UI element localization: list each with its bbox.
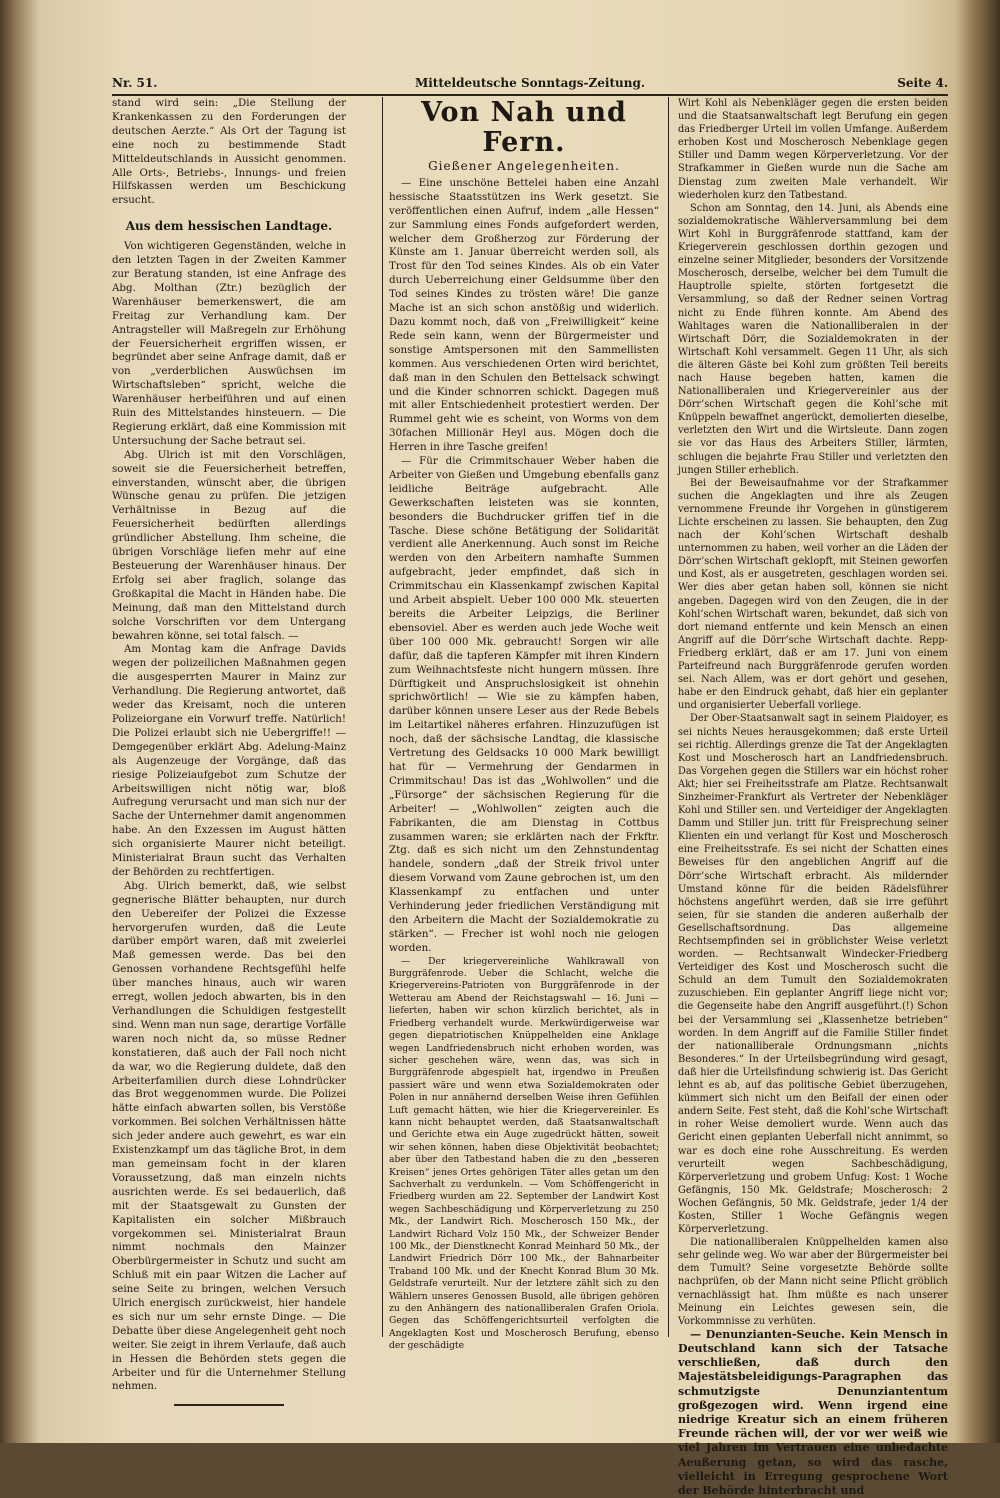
article-paragraph: Die nationalliberalen Knüppelhelden kamen also sehr gelinde weg. Wo war aber der Bürgermeister bei dem Tumult? Seine vorgesetzte Behörde sollte nachprüfen, ob der Mann nicht seine Pflicht gröblich vernachlässigt hat. Ihm müßte es nach unserer Meinung ein Leichtes gewesen sein, die Vorkommnisse zu verhüten. — [678, 1237, 948, 1327]
article-paragraph: Abg. Ulrich bemerkt, daß, wie selbst gegnerische Blätter behaupten, nur durch den Uebereifer der Polizei die Exzesse hervorgerufen wurden, daß die Leute darüber empört waren, daß mit zweierlei Maß gemessen werde. Das bei den Genossen vorhandene Rechtsgefühl helfe über manches hinaus, auch wir waren erregt, wollen jedoch abwarten, bis in den Verhandlungen die Schuldigen festgestellt sind. Wenn man nun sage, derartige Vorfälle waren noch nicht da, so müsse Redner konstatieren, daß auch der Fall noch nicht da war, wo die Regierung duldete, daß den Arbeiterfamilien durch diese Lohndrücker das Brot weggenommen wurde. Die Polizei hätte einfach abwarten sollen, bis Verstöße vorkommen. Bei solchen Verhältnissen hätte sich jeder andere auch gewehrt, es war ein Existenzkampf um das tägliche Brot, in dem man gemeinsam focht in der klaren Voraussetzung, daß man einzeln nichts ausrichten werde. Es sei bedauerlich, daß mit der Staatsgewalt zu Gunsten der Kapitalisten ein solcher Mißbrauch vorgekommen sei. Ministerialrat Braun nimmt nochmals den Mainzer Oberbürgermeister in Schutz und sucht am Schluß mit ein paar Witzen die Lacher auf seine Seite zu bringen, welchen Versuch Ulrich energisch zurückweist, hier handele es sich nur um sehr ernste Dinge. — Die Debatte über diese Angelegenheit geht noch weiter. Sie zeigt in ihrem Verlaufe, daß auch in Hessen die Behörden stets gegen die Arbeiter und für die Unternehmer Stellung nehmen. — [112, 879, 346, 1393]
article-paragraph: — Für die Crimmitschauer Weber haben die Arbeiter von Gießen und Umgebung ebenfalls ganz leidliche Beiträge aufgebracht. Alle Gewerkschaften leisteten was sie konnten, besonders die Buchdrucker griffen tief in die Tasche. Diese schöne Betätigung der Solidarität verdient alle Anerkennung. Auch sonst im Reiche werden von den Arbeitern namhafte Summen aufgebracht, jeder empfindet, daß sich in Crimmitschau ein Klassenkampf zwischen Kapital und Arbeit abspielt. Ueber 100 000 Mk. steuerten bereits die Arbeiter Leipzigs, die Berliner ebensoviel. Aber es werden auch jede Woche weit über 100 000 Mk. gebraucht! Sorgen wir alle dafür, daß die tapferen Kämpfer mit ihren Kindern zum Weihnachtsfeste nicht hungern müssen. Ihre Dürftigkeit und Anspruchslosigkeit ist ohnehin sprichwörtlich! — Wie sie zu kämpfen haben, darüber können unsere Leser aus der Rede Bebels im Leitartikel näheres erfahren. Hinzuzufügen ist noch, daß der sächsische Landtag, die klassische Vertretung des Geldsacks 10 000 Mark bewilligt hat für — Vermehrung der Gendarmen in Crimmitschau! Das ist das „Wohlwollen“ und die „Fürsorge“ der sächsischen Regierung für die Arbeiter! — „Wohlwollen“ zeigten auch die Fabrikanten, die am Dienstag in Cottbus zusammen waren; sie erklärten nach der Frkftr. Ztg. daß es sich nicht um den Zehnstundentag handele, sondern „daß der Streik frivol unter diesem Vorwand vom Zaune gebrochen ist, um den Klassenkampf zu entfachen und unter Verhinderung jeder friedlichen Verständigung mit den Arbeitern die Macht der Sozialdemokratie zu stärken“. — Frecher ist wohl noch nie gelogen worden. — [389, 455, 659, 954]
issue-number: Nr. 51. — [112, 76, 158, 90]
article-continuation: stand wird sein: „Die Stellung der Krankenkassen zu den Forderungen der deutschen Aerzte.“ Als Ort der Tagung ist eine noch zu bestimmende Stadt Mitteldeutschlands in Aussicht genommen. Alle Orts-, Betriebs-, Innungs- und freien Hilfskassen werden um Beschickung ersucht. — [112, 97, 346, 207]
article-paragraph: Abg. Ulrich ist mit den Vorschlägen, soweit sie die Feuersicherheit betreffen, einverstanden, wünscht aber, die übrigen Wünsche genau zu prüfen. Die jetzigen Verhältnisse in Bezug auf die Feuersicherheit bedürften allerdings gründlicher Abstellung. Ihm scheine, die übrigen Vorschläge liefen mehr auf eine Besteuerung der Warenhäuser hinaus. Der Erfolg sei aber fraglich, solange das Großkapital die Macht in Händen habe. Die Meinung, daß man den Mittelstand durch solche Vorschriften vor dem Untergang bewahren könne, sei total falsch. — — [112, 448, 346, 642]
article-paragraph: — Denunzianten-Seuche. Kein Mensch in Deutschland kann sich der Tatsache verschließen, daß durch den Majestätsbeleidigungs-Paragraphen das schmutzigste Denunziantentum großgezogen wird. Wenn irgend eine niedrige Kreatur sich an einem früheren Freunde rächen will, der vor wer weiß wie viel Jahren im Vertrauen eine unbedachte Aeußerung getan, so wird das rasche, vielleicht in Erregung gesprochene Wort der Behörde hinterbracht und — [678, 1327, 948, 1498]
column-rule — [668, 97, 669, 1337]
page-number: Seite 4. — [897, 76, 948, 90]
page-header — [112, 74, 948, 96]
article-paragraph: Der Ober-Staatsanwalt sagt in seinem Plaidoyer, es sei nichts Neues herausgekommen; daß erste Urteil sei richtig. Allerdings grenze die Tat der Angeklagten Kost und Moscherosch hart an Landfriedensbruch. Das Vorgehen gegen die Stillers war ein höchst roher Akt; hier sei Freiheitsstrafe am Platze. Rechtsanwalt Sinzheimer-Frankfurt als Vertreter der Nebenkläger Kohl und Stiller sen. und Verteidiger der Angeklagten Damm und Stiller jun. tritt für Freisprechung seiner Klienten ein und verlangt für Kost und Moscherosch eine Freiheitsstrafe. Es sei nicht der Schatten eines Beweises für den angeblichen Angriff auf die Dörr’sche Wirtschaft erbracht. Als mildernder Umstand könne für die beiden Rädelsführer höchstens angeführt werden, daß sie irre geführt seien, für sie standen die anderen außerhalb der Gesellschaftsordnung. Das allgemeine Rechtsempfinden sei in gröblichster Weise verletzt worden. — Rechtsanwalt Windecker-Friedberg Verteidiger des Kost und Moscherosch sucht die Schuld an dem Tumult den Sozialdemokraten zuzuschieben. Ein geplanter Angriff liege nicht vor; die Gegenseite habe den Angriff ausgeführt.(!) Schon bei der Versammlung sei „Klassenhetze betrieben“ worden. In dem Angriff auf die Familie Stiller findet der nationalliberale Ordnungsmann „nichts Besonderes.“ In der Urteilsbegründung wird gesagt, daß hier die Urteilsfindung schwierig ist. Das Gericht lehnt es ab, auf das politische Gebiet überzugehen, kümmert sich nicht um den Beifall der einen oder andern Seite. Fest steht, daß die Kohl’sche Wirtschaft in roher Weise demoliert wurde. Wenn auch das Gericht einen geplanten Ueberfall nicht annimmt, so war es doch eine rohe Ausschreitung. Es werden verurteilt wegen Sachbeschädigung, Körperverletzung und grobem Unfug: Kost: 1 Woche Gefängnis, 150 Mk. Geldstrafe; Moscherosch: 2 Wochen Gefängnis, 50 Mk. Geldstrafe, jeder 1/4 der Kosten, Stiller 1 Woche Gefängnis wegen Körperverletzung. — [678, 713, 948, 1236]
article-paragraph: Bei der Beweisaufnahme vor der Strafkammer suchen die Angeklagten und ihre als Zeugen vernommene Freunde ihr Vorgehen in günstigerem Lichte erscheinen zu lassen. Sie behaupten, den Zug nach der Kohl’schen Wirtschaft deshalb unternommen zu haben, weil vorher an die Läden der Dörr’schen Wirtschaft geklopft, mit Steinen geworfen und Kost, als er ausgetreten, geschlagen worden sei. Wer dies aber getan haben soll, können sie nicht angeben. Dagegen wird von den Zeugen, die in der Kohl’schen Wirtschaft waren, bekundet, daß sich von dort niemand entfernte und kein Mensch an einen Angriff auf die Dörr’sche Wirtschaft dachte. Repp-Friedberg erklärt, daß er am 17. Juni von einem Parteifreund nach Burggräfenrode gerufen worden sei. Nach Allem, was er dort gehört und gesehen, habe er den Eindruck gehabt, daß hier ein geplanter und organisierter Ueberfall vorliege. — [678, 477, 948, 712]
article-continuation: Wirt Kohl als Nebenkläger gegen die ersten beiden und die Staatsanwaltschaft legt Berufung ein gegen das Friedberger Urteil im vollen Umfange. Außerdem erhoben Kost und Moscherosch Nebenklage gegen Stiller und Damm wegen Körperverletzung. Vor der Strafkammer in Gießen wurde nun die Sache am Dienstag zum zweiten Male verhandelt. Wir wiederholen kurz den Tatbestand. — [678, 98, 948, 201]
column-rule — [382, 97, 383, 1337]
article-paragraph: Von wichtigeren Gegenständen, welche in den letzten Tagen in der Zweiten Kammer zur Beratung standen, ist eine Anfrage des Abg. Molthan (Ztr.) bezüglich der Warenhäuser bemerkenswert, die am Freitag zur Verhandlung kam. Der Antragsteller will Maßregeln zur Erhöhung der Feuersicherheit ergriffen wissen, er begründet aber seine Anfrage damit, daß er von „verderblichen Auswüchsen im Wirtschaftsleben“ spricht, welche die Warenhäuser herbeiführen und auf einen Ruin des Mittelstandes hinsteuern. — Die Regierung erklärt, daß eine Kommission mit Untersuchung der Sache betraut sei. — [112, 240, 346, 447]
column-right — [678, 97, 948, 1498]
article-paragraph: — Eine unschöne Bettelei haben eine Anzahl hessische Staatsstützen ins Werk gesetzt. Sie veröffentlichen einen Aufruf, indem „alle Hessen“ zur Sammlung eines Fonds aufgefordert werden, welcher dem Großherzog zur Förderung der Künste am 1. Januar überreicht werden soll, als Trost für den Tod seines Kindes. Als ob ein Vater durch Ueberreichung einer Geldsumme über den Tod seines Kindes zu trösten wäre! Die ganze Mache ist an sich schon anstößig und widerlich. Dazu kommt noch, daß von „Freiwilligkeit“ keine Rede sein kann, wenn der Bürgermeister und sonstige Amtspersonen mit den Sammellisten kommen. Aus verschiedenen Orten wird berichtet, daß man in den Schulen den Bettelsack schwingt und die Kinder schnorren schickt. Dagegen muß mit aller Entschiedenheit protestiert werden. Der Rummel geht wie es scheint, von Worms von dem 30fachen Millionär Heyl aus. Mögen doch die Herren in ihre Tasche greifen! — [389, 176, 659, 454]
newspaper-title: Mitteldeutsche Sonntags-Zeitung. — [414, 76, 646, 90]
section-subtitle: Gießener Angelegenheiten. — [428, 159, 620, 173]
column-middle — [389, 97, 659, 1352]
article-paragraph: Schon am Sonntag, den 14. Juni, als Abends eine sozialdemokratische Wählerversammlung bei dem Wirt Kohl in Burggräfenrode stattfand, kam der Kriegerverein geschlossen dorthin gezogen und einzelne seiner Mitglieder, besonders der Vorsitzende Moscherosch, derselbe, welcher bei dem Tumult die Hauptrolle spielte, störten fortgesetzt die Versammlung, so daß der Redner seinen Vortrag nicht zu Ende führen konnte. Am Abend des Wahltages waren die Nationalliberalen in der Wirtschaft Dörr, die Sozialdemokraten in der Wirtschaft Kohl versammelt. Gegen 11 Uhr, als sich die älteren Gäste bei Kohl zum größten Teil bereits nach Hause begeben hatten, kamen die Nationalliberalen und Kriegervereinler aus der Dörr’schen Wirtschaft gegen die Kohl’sche mit Knüppeln bewaffnet angerückt, demolierten dieselbe, verletzten den Wirt und die Wirtsleute. Dann zogen sie vor das Haus des Arbeiters Stiller, lärmten, schlugen die bejahrte Frau Stiller und verletzten den jungen Stiller erheblich. — [678, 202, 948, 476]
section-title: Von Nah und Fern. — [421, 97, 627, 158]
article-paragraph: — Der kriegervereinliche Wahlkrawall von Burggräfenrode. Ueber die Schlacht, welche die Kriegervereins-Patrioten von Burggräfenrode in der Wetterau am Abend der Reichstagswahl — 16. Juni — lieferten, haben wir schon kürzlich berichtet, als in Friedberg verhandelt wurde. Merkwürdigerweise war gegen diepatriotischen Knüppelhelden eine Anklage wegen Landfriedensbruch nicht erhoben worden, was sicher geschehen wäre, wenn das, was sich in Burggräfenrode abgespielt hat, irgendwo in Preußen passiert wäre und wenn etwa Sozialdemokraten oder Polen in nur annähernd derselben Weise ihren Gefühlen Luft gemacht hätten, wie hier die Kriegervereinler. Es kann nicht behauptet werden, daß Staatsanwaltschaft und Gerichte etwa ein Auge zugedrückt hätten, soweit wir sehen können, haben diese Objektivität beobachtet; aber über den Tatbestand haben die zu den „besseren Kreisen“ jenes Ortes gehörigen Täter alles getan um den Sachverhalt zu verdunkeln. — Vom Schöffengericht in Friedberg wurden am 22. September der Landwirt Kost wegen Sachbeschädigung und Körperverletzung zu 250 Mk., der Landwirt Rich. Moscherosch 150 Mk., der Landwirt Richard Volz 150 Mk., der Schweizer Bender 100 Mk., der Dienstknecht Konrad Meinhard 50 Mk., der Landwirt Friedrich Dörr 100 Mk., der Bahnarbeiter Traband 100 Mk. und der Knecht Konrad Blum 30 Mk. Geldstrafe verurteilt. Nur der letztere zählt sich zu den Wählern unseres Genossen Busold, alle übrigen gehören zu den Anhängern des nationalliberalen Grafen Oriola. Gegen das Schöffengerichtsurteil verfolgten die Angeklagten Kost und Moscherosch Berufung, ebenso der geschädigte — [389, 955, 659, 1352]
article-end-rule — [174, 1404, 284, 1406]
article-heading-landtag: Aus dem hessischen Landtage. — [125, 219, 333, 234]
column-left — [112, 97, 346, 1393]
article-paragraph: Am Montag kam die Anfrage Davids wegen der polizeilichen Maßnahmen gegen die ausgesperrten Maurer in Mainz zur Verhandlung. Die Regierung antwortet, daß weder das Kreisamt, noch die unteren Polizeiorgane ein Vorwurf treffe. Natürlich! Die Polizei erlaubt sich nie Uebergriffe!! — Demgegenüber erklärt Abg. Adelung-Mainz als Augenzeuge der Vorgänge, daß das riesige Polizeiaufgebot zum Schutze der Arbeitswilligen nicht nötig war, bloß Aufregung verursacht und man sich nur der Sache der Unternehmer damit angenommen habe. An den Exzessen im August hätten sich organisierte Maurer nicht beteiligt. Ministerialrat Braun sucht das Verhalten der Behörden zu rechtfertigen. — [112, 643, 346, 878]
